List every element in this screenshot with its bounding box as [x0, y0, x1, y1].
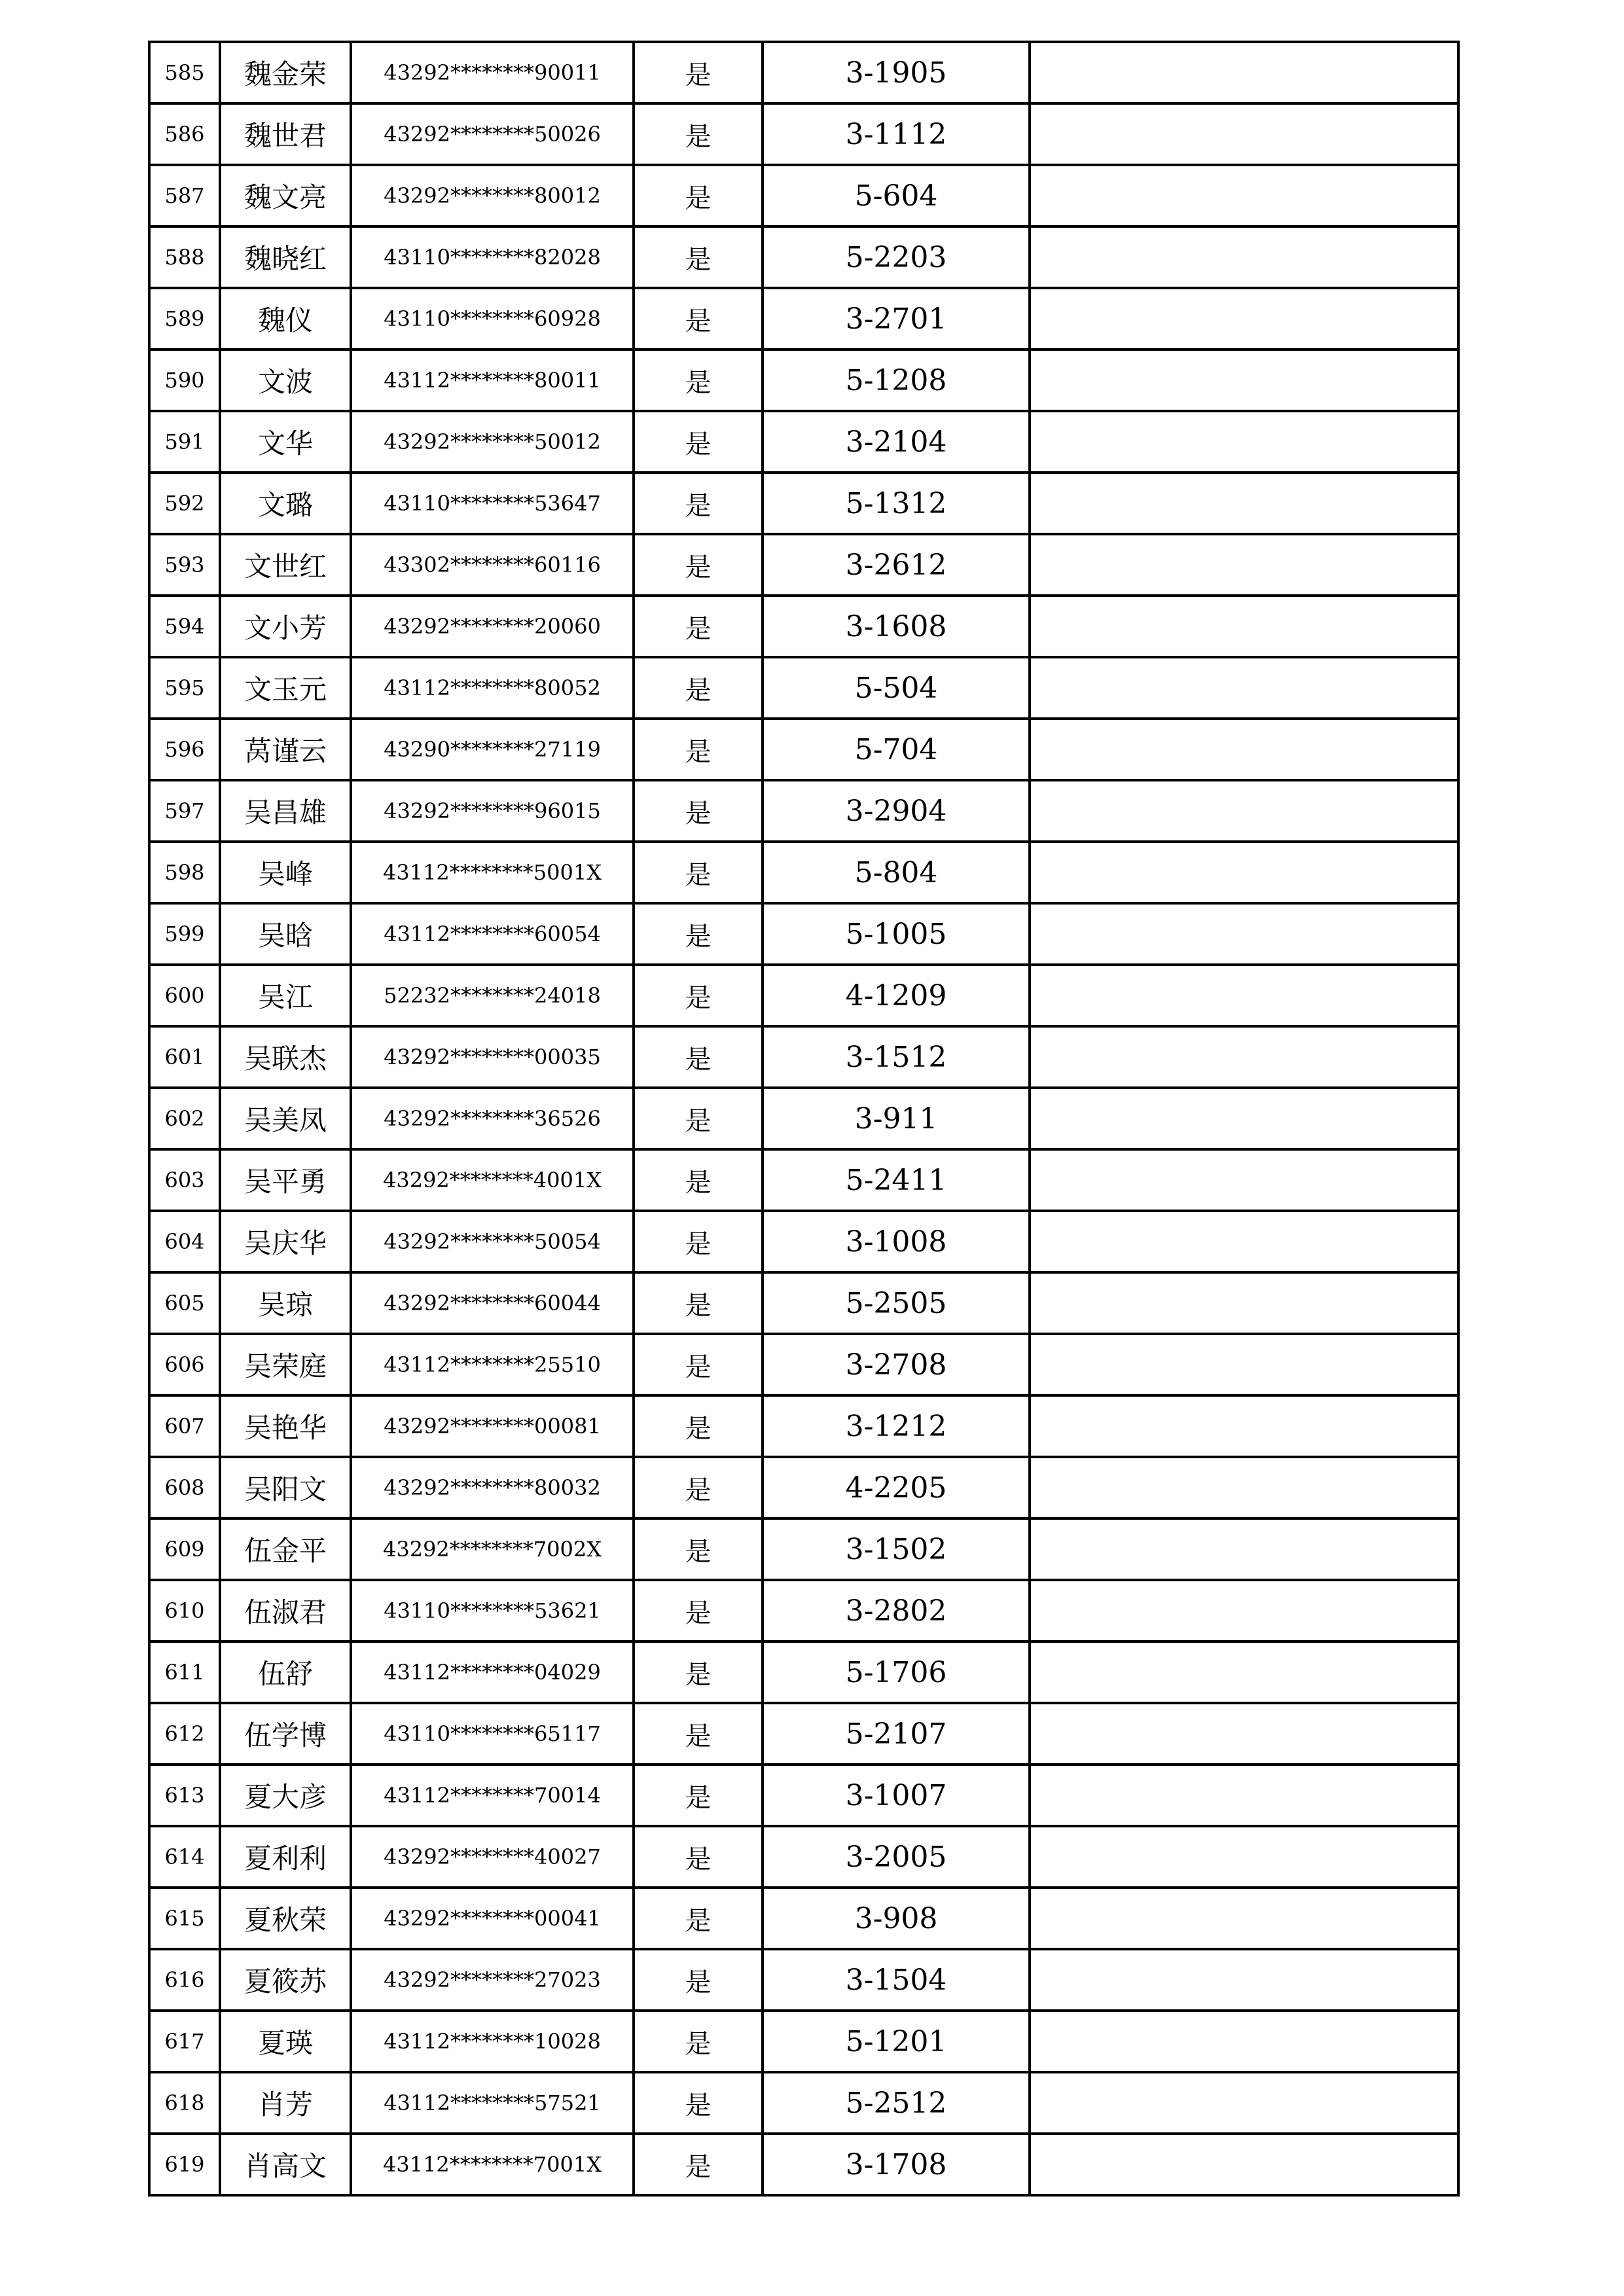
remarks-cell [1030, 2134, 1458, 2195]
id-number-cell: 52232********24018 [351, 965, 634, 1026]
table-row [149, 780, 1458, 842]
id-number-cell: 43112********5001X [351, 842, 634, 903]
remarks-cell [1030, 719, 1458, 780]
row-number-cell: 594 [149, 596, 220, 657]
document-page [148, 41, 1441, 2197]
room-number-cell: 5-1706 [763, 1641, 1030, 1703]
row-number-cell: 586 [149, 103, 220, 165]
table-row [149, 534, 1458, 596]
status-cell: 是 [634, 1518, 763, 1580]
remarks-cell [1030, 534, 1458, 596]
table-row [149, 1395, 1458, 1457]
table-row [149, 226, 1458, 288]
id-number-cell: 43292********40027 [351, 1826, 634, 1888]
room-number-cell: 5-1005 [763, 903, 1030, 965]
remarks-cell [1030, 657, 1458, 719]
remarks-cell [1030, 1826, 1458, 1888]
table-row [149, 1949, 1458, 2011]
name-cell: 夏秋荣 [220, 1888, 351, 1949]
remarks-cell [1030, 1211, 1458, 1272]
table-row [149, 1580, 1458, 1641]
status-cell: 是 [634, 1765, 763, 1826]
status-cell: 是 [634, 1334, 763, 1395]
id-number-cell: 43292********80012 [351, 165, 634, 226]
status-cell: 是 [634, 1149, 763, 1211]
name-cell: 夏大彦 [220, 1765, 351, 1826]
id-number-cell: 43112********10028 [351, 2011, 634, 2072]
id-number-cell: 43292********36526 [351, 1088, 634, 1149]
name-cell: 文小芳 [220, 596, 351, 657]
status-cell: 是 [634, 1026, 763, 1088]
status-cell: 是 [634, 1088, 763, 1149]
row-number-cell: 598 [149, 842, 220, 903]
row-number-cell: 606 [149, 1334, 220, 1395]
remarks-cell [1030, 1272, 1458, 1334]
room-number-cell: 4-1209 [763, 965, 1030, 1026]
name-cell: 吴荣庭 [220, 1334, 351, 1395]
status-cell: 是 [634, 534, 763, 596]
remarks-cell [1030, 1949, 1458, 2011]
room-number-cell: 3-1608 [763, 596, 1030, 657]
table-row [149, 1334, 1458, 1395]
table-row [149, 288, 1458, 350]
status-cell: 是 [634, 288, 763, 350]
name-cell: 吴美凤 [220, 1088, 351, 1149]
room-number-cell: 5-1208 [763, 350, 1030, 411]
status-cell: 是 [634, 165, 763, 226]
row-number-cell: 610 [149, 1580, 220, 1641]
id-number-cell: 43292********00081 [351, 1395, 634, 1457]
row-number-cell: 599 [149, 903, 220, 965]
id-number-cell: 43110********60928 [351, 288, 634, 350]
row-number-cell: 592 [149, 473, 220, 534]
status-cell: 是 [634, 903, 763, 965]
name-cell: 肖芳 [220, 2072, 351, 2134]
id-number-cell: 43112********70014 [351, 1765, 634, 1826]
row-number-cell: 615 [149, 1888, 220, 1949]
table-row [149, 411, 1458, 473]
name-cell: 文波 [220, 350, 351, 411]
row-number-cell: 617 [149, 2011, 220, 2072]
roster-table [148, 41, 1460, 2197]
remarks-cell [1030, 1457, 1458, 1518]
room-number-cell: 5-2505 [763, 1272, 1030, 1334]
id-number-cell: 43112********57521 [351, 2072, 634, 2134]
room-number-cell: 3-1504 [763, 1949, 1030, 2011]
table-row [149, 719, 1458, 780]
name-cell: 伍淑君 [220, 1580, 351, 1641]
table-row [149, 1457, 1458, 1518]
table-row [149, 1026, 1458, 1088]
name-cell: 魏世君 [220, 103, 351, 165]
row-number-cell: 596 [149, 719, 220, 780]
name-cell: 吴阳文 [220, 1457, 351, 1518]
row-number-cell: 595 [149, 657, 220, 719]
remarks-cell [1030, 842, 1458, 903]
table-row [149, 473, 1458, 534]
id-number-cell: 43112********25510 [351, 1334, 634, 1395]
remarks-cell [1030, 1088, 1458, 1149]
name-cell: 吴晗 [220, 903, 351, 965]
status-cell: 是 [634, 1457, 763, 1518]
id-number-cell: 43292********7002X [351, 1518, 634, 1580]
room-number-cell: 3-1212 [763, 1395, 1030, 1457]
table-row [149, 2072, 1458, 2134]
table-row [149, 1765, 1458, 1826]
row-number-cell: 611 [149, 1641, 220, 1703]
room-number-cell: 5-2411 [763, 1149, 1030, 1211]
name-cell: 伍金平 [220, 1518, 351, 1580]
table-row [149, 165, 1458, 226]
room-number-cell: 3-1112 [763, 103, 1030, 165]
room-number-cell: 3-2904 [763, 780, 1030, 842]
remarks-cell [1030, 1641, 1458, 1703]
room-number-cell: 5-2107 [763, 1703, 1030, 1765]
id-number-cell: 43110********82028 [351, 226, 634, 288]
name-cell: 魏文亮 [220, 165, 351, 226]
name-cell: 夏利利 [220, 1826, 351, 1888]
table-row [149, 1518, 1458, 1580]
name-cell: 夏筱苏 [220, 1949, 351, 2011]
table-row [149, 103, 1458, 165]
status-cell: 是 [634, 780, 763, 842]
remarks-cell [1030, 2072, 1458, 2134]
row-number-cell: 600 [149, 965, 220, 1026]
remarks-cell [1030, 42, 1458, 103]
id-number-cell: 43290********27119 [351, 719, 634, 780]
status-cell: 是 [634, 719, 763, 780]
name-cell: 吴平勇 [220, 1149, 351, 1211]
id-number-cell: 43292********90011 [351, 42, 634, 103]
row-number-cell: 609 [149, 1518, 220, 1580]
room-number-cell: 3-1008 [763, 1211, 1030, 1272]
row-number-cell: 612 [149, 1703, 220, 1765]
table-row [149, 1211, 1458, 1272]
room-number-cell: 3-911 [763, 1088, 1030, 1149]
table-row [149, 1888, 1458, 1949]
name-cell: 文玉元 [220, 657, 351, 719]
room-number-cell: 4-2205 [763, 1457, 1030, 1518]
table-row [149, 1703, 1458, 1765]
status-cell: 是 [634, 842, 763, 903]
id-number-cell: 43112********80052 [351, 657, 634, 719]
status-cell: 是 [634, 2072, 763, 2134]
name-cell: 文华 [220, 411, 351, 473]
row-number-cell: 587 [149, 165, 220, 226]
remarks-cell [1030, 780, 1458, 842]
remarks-cell [1030, 165, 1458, 226]
status-cell: 是 [634, 411, 763, 473]
remarks-cell [1030, 903, 1458, 965]
status-cell: 是 [634, 473, 763, 534]
id-number-cell: 43112********80011 [351, 350, 634, 411]
table-row [149, 1272, 1458, 1334]
remarks-cell [1030, 596, 1458, 657]
name-cell: 吴峰 [220, 842, 351, 903]
id-number-cell: 43112********04029 [351, 1641, 634, 1703]
remarks-cell [1030, 350, 1458, 411]
id-number-cell: 43110********53647 [351, 473, 634, 534]
room-number-cell: 5-604 [763, 165, 1030, 226]
roster-table-body [149, 42, 1458, 2195]
row-number-cell: 601 [149, 1026, 220, 1088]
id-number-cell: 43112********60054 [351, 903, 634, 965]
room-number-cell: 3-2802 [763, 1580, 1030, 1641]
row-number-cell: 602 [149, 1088, 220, 1149]
remarks-cell [1030, 1888, 1458, 1949]
remarks-cell [1030, 1334, 1458, 1395]
room-number-cell: 3-2612 [763, 534, 1030, 596]
name-cell: 伍学博 [220, 1703, 351, 1765]
id-number-cell: 43292********50054 [351, 1211, 634, 1272]
room-number-cell: 5-504 [763, 657, 1030, 719]
id-number-cell: 43292********20060 [351, 596, 634, 657]
id-number-cell: 43292********50026 [351, 103, 634, 165]
room-number-cell: 5-804 [763, 842, 1030, 903]
room-number-cell: 3-1502 [763, 1518, 1030, 1580]
row-number-cell: 607 [149, 1395, 220, 1457]
name-cell: 文璐 [220, 473, 351, 534]
table-row [149, 1641, 1458, 1703]
row-number-cell: 619 [149, 2134, 220, 2195]
remarks-cell [1030, 473, 1458, 534]
name-cell: 莴谨云 [220, 719, 351, 780]
remarks-cell [1030, 226, 1458, 288]
remarks-cell [1030, 1703, 1458, 1765]
id-number-cell: 43292********4001X [351, 1149, 634, 1211]
table-row [149, 1826, 1458, 1888]
status-cell: 是 [634, 596, 763, 657]
status-cell: 是 [634, 2011, 763, 2072]
table-row [149, 42, 1458, 103]
room-number-cell: 5-2512 [763, 2072, 1030, 2134]
status-cell: 是 [634, 1272, 763, 1334]
status-cell: 是 [634, 1888, 763, 1949]
name-cell: 肖高文 [220, 2134, 351, 2195]
id-number-cell: 43292********00035 [351, 1026, 634, 1088]
status-cell: 是 [634, 350, 763, 411]
remarks-cell [1030, 965, 1458, 1026]
row-number-cell: 589 [149, 288, 220, 350]
name-cell: 魏晓红 [220, 226, 351, 288]
status-cell: 是 [634, 226, 763, 288]
table-row [149, 903, 1458, 965]
room-number-cell: 3-1007 [763, 1765, 1030, 1826]
id-number-cell: 43112********7001X [351, 2134, 634, 2195]
room-number-cell: 5-1201 [763, 2011, 1030, 2072]
name-cell: 吴琼 [220, 1272, 351, 1334]
id-number-cell: 43292********80032 [351, 1457, 634, 1518]
id-number-cell: 43110********65117 [351, 1703, 634, 1765]
name-cell: 魏仪 [220, 288, 351, 350]
remarks-cell [1030, 288, 1458, 350]
remarks-cell [1030, 1518, 1458, 1580]
remarks-cell [1030, 103, 1458, 165]
name-cell: 文世红 [220, 534, 351, 596]
name-cell: 吴艳华 [220, 1395, 351, 1457]
name-cell: 夏瑛 [220, 2011, 351, 2072]
row-number-cell: 597 [149, 780, 220, 842]
name-cell: 吴昌雄 [220, 780, 351, 842]
room-number-cell: 3-2104 [763, 411, 1030, 473]
status-cell: 是 [634, 1641, 763, 1703]
row-number-cell: 590 [149, 350, 220, 411]
row-number-cell: 614 [149, 1826, 220, 1888]
remarks-cell [1030, 1765, 1458, 1826]
table-row [149, 2134, 1458, 2195]
row-number-cell: 618 [149, 2072, 220, 2134]
row-number-cell: 591 [149, 411, 220, 473]
status-cell: 是 [634, 965, 763, 1026]
name-cell: 伍舒 [220, 1641, 351, 1703]
table-row [149, 596, 1458, 657]
status-cell: 是 [634, 42, 763, 103]
status-cell: 是 [634, 1826, 763, 1888]
id-number-cell: 43292********00041 [351, 1888, 634, 1949]
name-cell: 吴庆华 [220, 1211, 351, 1272]
table-row [149, 965, 1458, 1026]
id-number-cell: 43292********96015 [351, 780, 634, 842]
row-number-cell: 608 [149, 1457, 220, 1518]
id-number-cell: 43292********60044 [351, 1272, 634, 1334]
status-cell: 是 [634, 1395, 763, 1457]
table-row [149, 1149, 1458, 1211]
table-row [149, 842, 1458, 903]
room-number-cell: 3-1512 [763, 1026, 1030, 1088]
id-number-cell: 43110********53621 [351, 1580, 634, 1641]
remarks-cell [1030, 2011, 1458, 2072]
row-number-cell: 585 [149, 42, 220, 103]
remarks-cell [1030, 1026, 1458, 1088]
room-number-cell: 3-2708 [763, 1334, 1030, 1395]
name-cell: 吴江 [220, 965, 351, 1026]
table-row [149, 657, 1458, 719]
row-number-cell: 604 [149, 1211, 220, 1272]
row-number-cell: 593 [149, 534, 220, 596]
status-cell: 是 [634, 657, 763, 719]
room-number-cell: 3-2701 [763, 288, 1030, 350]
table-row [149, 350, 1458, 411]
remarks-cell [1030, 1149, 1458, 1211]
room-number-cell: 5-2203 [763, 226, 1030, 288]
status-cell: 是 [634, 1949, 763, 2011]
remarks-cell [1030, 411, 1458, 473]
row-number-cell: 588 [149, 226, 220, 288]
id-number-cell: 43292********27023 [351, 1949, 634, 2011]
id-number-cell: 43292********50012 [351, 411, 634, 473]
room-number-cell: 5-1312 [763, 473, 1030, 534]
room-number-cell: 5-704 [763, 719, 1030, 780]
id-number-cell: 43302********60116 [351, 534, 634, 596]
room-number-cell: 3-2005 [763, 1826, 1030, 1888]
room-number-cell: 3-908 [763, 1888, 1030, 1949]
row-number-cell: 616 [149, 1949, 220, 2011]
name-cell: 吴联杰 [220, 1026, 351, 1088]
row-number-cell: 613 [149, 1765, 220, 1826]
status-cell: 是 [634, 103, 763, 165]
name-cell: 魏金荣 [220, 42, 351, 103]
room-number-cell: 3-1905 [763, 42, 1030, 103]
table-row [149, 1088, 1458, 1149]
row-number-cell: 603 [149, 1149, 220, 1211]
status-cell: 是 [634, 1703, 763, 1765]
remarks-cell [1030, 1395, 1458, 1457]
status-cell: 是 [634, 1580, 763, 1641]
table-row [149, 2011, 1458, 2072]
status-cell: 是 [634, 2134, 763, 2195]
status-cell: 是 [634, 1211, 763, 1272]
remarks-cell [1030, 1580, 1458, 1641]
room-number-cell: 3-1708 [763, 2134, 1030, 2195]
row-number-cell: 605 [149, 1272, 220, 1334]
